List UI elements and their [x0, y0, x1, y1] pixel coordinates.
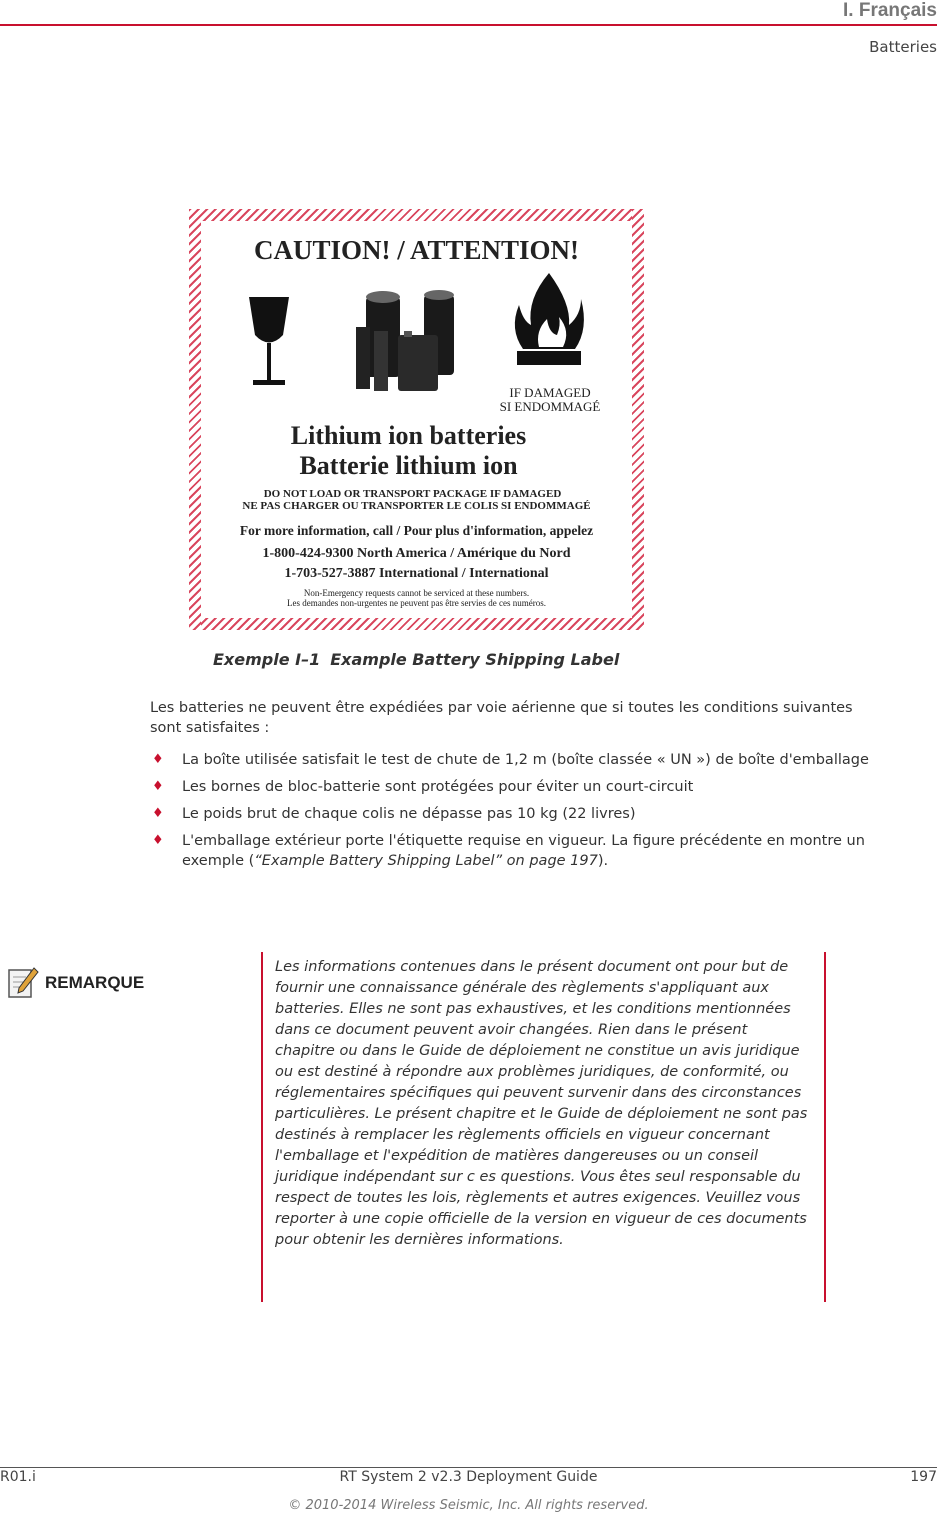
- bullet-diamond-icon: ♦: [152, 833, 164, 848]
- bullet-diamond-icon: ♦: [152, 779, 164, 794]
- footer-rule: [0, 1467, 937, 1468]
- intro-paragraph: Les batteries ne peuvent être expédiées par voie aérienne que si toutes les conditions suivantes sont satisfaites :: [150, 700, 853, 736]
- label-non-emergency-en: Non-Emergency requests cannot be serviced at these numbers.: [303, 588, 530, 598]
- figure-title: Example Battery Shipping Label: [330, 650, 620, 669]
- list-item: [150, 750, 880, 770]
- chapter-title: I. Français: [843, 0, 937, 21]
- note-right-rule: [824, 952, 826, 1302]
- label-info: For more information, call / Pour plus d'information, appelez: [239, 523, 594, 538]
- list-item: [150, 831, 880, 871]
- list-item-text: L'emballage extérieur porte l'étiquette requise en vigueur. La figure précédente en montre un exemple (: [182, 833, 865, 869]
- footer-copyright: © 2010-2014 Wireless Seismic, Inc. All rights reserved.: [288, 1498, 649, 1513]
- label-border-bottom: [189, 618, 644, 630]
- label-warning-fr: NE PAS CHARGER OU TRANSPORTER LE COLIS SI ENDOMMAGÉ: [242, 500, 591, 512]
- section-title: Batteries: [869, 38, 937, 56]
- battery-cells-icon: [354, 287, 474, 397]
- label-caution: CAUTION! / ATTENTION!: [253, 235, 580, 265]
- header-rule: [0, 24, 937, 26]
- cross-reference-link[interactable]: “Example Battery Shipping Label” on page 197: [254, 853, 598, 869]
- label-si-endommage: SI ENDOMMAGÉ: [499, 399, 601, 414]
- battery-shipping-label: [189, 209, 644, 630]
- fragile-glass-icon: [239, 295, 299, 395]
- bullet-diamond-icon: ♦: [152, 806, 164, 821]
- list-item: [150, 804, 880, 824]
- figure-caption: [213, 650, 629, 669]
- footer-doc-title: RT System 2 v2.3 Deployment Guide: [339, 1469, 598, 1485]
- flame-icon: [509, 269, 589, 379]
- label-warning-en: DO NOT LOAD OR TRANSPORT PACKAGE IF DAMAGED: [263, 488, 562, 500]
- note-pencil-icon: [7, 966, 39, 1000]
- label-title-fr: Batterie lithium ion: [299, 451, 518, 480]
- footer-page-number: 197: [910, 1469, 937, 1485]
- note-text: Les informations contenues dans le présent document ont pour but de fournir une connaissance générale des règlements s'appliquant aux batteries. Elles ne sont pas exhaustives, et les conditions mentionnées dans ce document peuvent avoir changées. Rien dans le présent chapitre ou dans le Guide de déploiement ne constitue un avis juridique ou est destiné à répondre aux problèmes juridiques, de conformité, ou réglementaires spécifiques qui peuvent survenir dans des circonstances particulières. Le présent chapitre et le Guide de déploiement ne sont pas destinés à remplacer les règlements officiels en vigueur concernant l'emballage et l'expédition de matières dangereuses ou un conseil juridique indépendant sur c es questions. Vous êtes seul responsable du respect de toutes les lois, règlements et autres exigences. Veuillez vous reporter à une copie officielle de la version en vigueur de ces documents pour obtenir les dernières informations.: [275, 959, 808, 1248]
- label-non-emergency-fr: Les demandes non-urgentes ne peuvent pas être servies de ces numéros.: [287, 598, 546, 608]
- conditions-list: [150, 750, 880, 878]
- list-item: [150, 777, 880, 797]
- note-label: REMARQUE: [45, 973, 145, 992]
- list-item-text: Le poids brut de chaque colis ne dépasse pas 10 kg (22 livres): [182, 806, 636, 822]
- label-phone-na: 1-800-424-9300 North America / Amérique du Nord: [262, 546, 571, 561]
- list-item-text: La boîte utilisée satisfait le test de chute de 1,2 m (boîte classée « UN ») de boîte d'emballage: [182, 752, 869, 768]
- footer-revision: R01.i: [0, 1469, 36, 1485]
- label-if-damaged: IF DAMAGED: [509, 385, 591, 400]
- bullet-diamond-icon: ♦: [152, 752, 164, 767]
- label-phone-intl: 1-703-527-3887 International / International: [284, 566, 549, 581]
- label-border-top: [189, 209, 644, 221]
- label-title-en: Lithium ion batteries: [290, 421, 527, 450]
- list-item-text-end: ).: [597, 853, 609, 869]
- list-item-text: Les bornes de bloc-batterie sont protégées pour éviter un court-circuit: [182, 779, 694, 795]
- figure-number: Exemple I–1: [213, 650, 321, 669]
- note-left-rule: [261, 952, 263, 1302]
